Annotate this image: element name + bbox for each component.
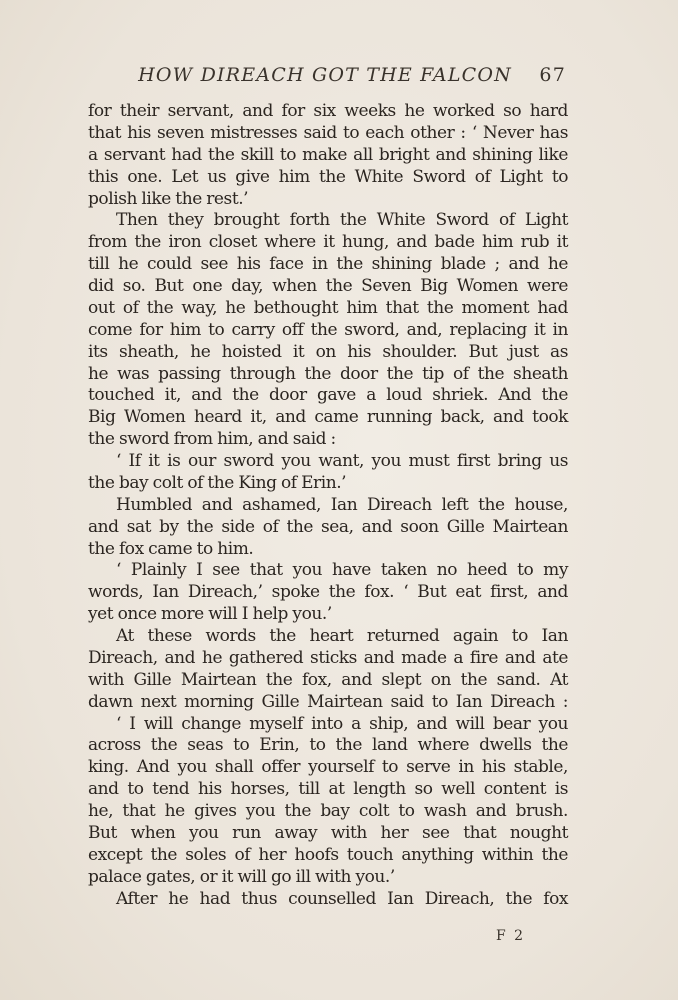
text-line: ‘ Plainly I see that you have taken no heed to my — [116, 560, 568, 581]
text-line: ‘ If it is our sword you want, you must first bring us — [116, 451, 568, 471]
text-line: palace gates, or it will go ill with you.’ — [88, 866, 395, 887]
text-line: touched it, and the door gave a loud shriek. And the — [88, 385, 568, 406]
text-line: across the seas to Erin, to the land where dwells the — [88, 735, 568, 756]
text-line: Direach, and he gathered sticks and made a fire and ate — [88, 647, 568, 668]
text-line: did so. But one day, when the Seven Big Women were — [88, 276, 568, 296]
text-line: ‘ I will change myself into a ship, and will bear you — [116, 713, 568, 734]
text-line: the sword from him, and said : — [88, 429, 336, 450]
text-line: Big Women heard it, and came running back, and took — [88, 407, 568, 428]
text-line: and sat by the side of the sea, and soon Gille Mairtean — [88, 516, 568, 537]
text-line: come for him to carry off the sword, and, replacing it in — [88, 319, 568, 340]
text-line: its sheath, he hoisted it on his shoulder. But just as — [88, 341, 568, 362]
text-line: Humbled and ashamed, Ian Direach left the house, — [116, 494, 568, 515]
text-line: the bay colt of the King of Erin.’ — [88, 472, 347, 493]
body-text — [88, 101, 568, 910]
text-line: dawn next morning Gille Mairtean said to Ian Direach : — [88, 691, 568, 712]
text-line: and to tend his horses, till at length so well content is — [88, 779, 568, 800]
text-line: from the iron closet where it hung, and bade him rub it — [88, 232, 568, 253]
text-line: out of the way, he bethought him that the moment had — [88, 297, 568, 318]
running-title: HOW DIREACH GOT THE FALCON — [138, 64, 512, 86]
text-line: At these words the heart returned again to Ian — [116, 626, 568, 646]
text-line: he was passing through the door the tip of the sheath — [88, 363, 568, 384]
text-line: yet once more will I help you.’ — [88, 604, 332, 625]
text-line: with Gille Mairtean the fox, and slept on the sand. At — [88, 669, 568, 690]
text-line: a servant had the skill to make all bright and shining like — [88, 144, 568, 165]
text-line: After he had thus counselled Ian Direach, the fox — [116, 888, 568, 909]
page-number: 67 — [539, 64, 566, 86]
text-line: words, Ian Direach,’ spoke the fox. ‘ But eat first, and — [88, 582, 568, 603]
signature-mark: F 2 — [496, 928, 526, 944]
text-line: this one. Let us give him the White Sword of Light to — [88, 166, 568, 187]
text-line: But when you run away with her see that nought — [88, 822, 568, 843]
text-line: except the soles of her hoofs touch anything within the — [88, 844, 568, 865]
text-line: till he could see his face in the shining blade ; and he — [88, 254, 568, 275]
text-line: king. And you shall offer yourself to serve in his stable, — [88, 757, 568, 778]
text-line: the fox came to him. — [88, 538, 254, 559]
text-line: that his seven mistresses said to each other : ‘ Never has — [88, 122, 568, 143]
running-header — [88, 64, 566, 90]
text-line: for their servant, and for six weeks he worked so hard — [88, 101, 568, 121]
text-line: Then they brought forth the White Sword of Light — [116, 210, 568, 231]
text-line: polish like the rest.’ — [88, 188, 249, 209]
text-line: he, that he gives you the bay colt to wash and brush. — [88, 801, 568, 821]
